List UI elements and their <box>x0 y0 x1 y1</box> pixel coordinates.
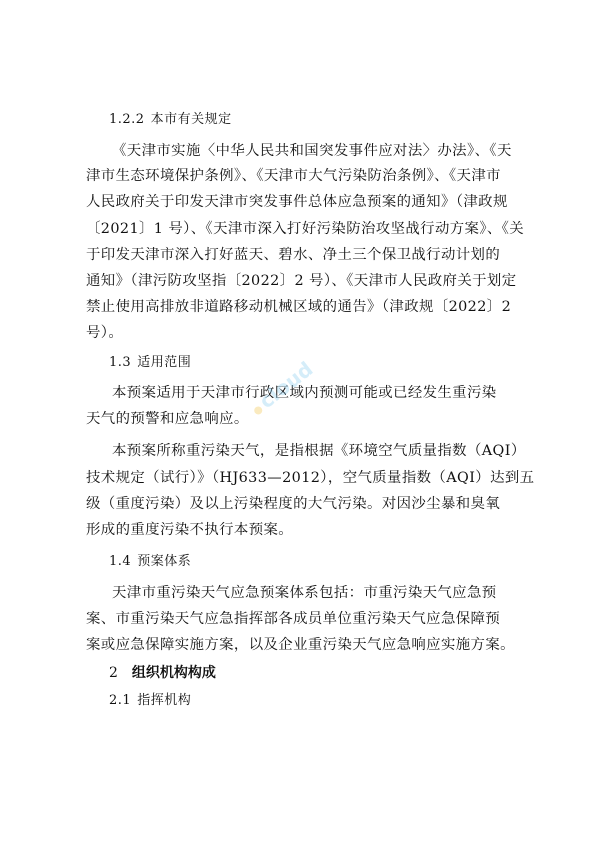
heading-title: 适用范围 <box>137 355 192 370</box>
paragraph-line: 技术规定（试行）》（HJ633—2012），空气质量指数（AQI）达到五 <box>86 470 535 486</box>
paragraph-line: 禁止使用高排放非道路移动机械区域的通告》（津政规〔2022〕2 <box>86 299 512 315</box>
heading-title: 预案体系 <box>137 554 192 569</box>
paragraph-line: 形成的重度污染不执行本预案。 <box>86 522 294 538</box>
heading-2-1 <box>109 692 191 710</box>
heading-title: 组织机构构成 <box>131 665 216 681</box>
paragraph-line: 津市生态环境保护条例》、《天津市大气污染防治条例》、《天津市 <box>86 168 501 184</box>
paragraph-line: 本预案适用于天津市行政区域内预测可能或已经发生重污染 <box>112 385 497 401</box>
paragraph-line: 号）。 <box>86 325 124 341</box>
heading-number: 1.2.2 <box>109 112 145 127</box>
paragraph-line: 人民政府关于印发天津市突发事件总体应急预案的通知》（津政规 <box>86 194 508 210</box>
paragraph-line: 于印发天津市深入打好蓝天、碧水、净土三个保卫战行动计划的 <box>86 247 501 263</box>
heading-1-4 <box>109 553 191 571</box>
paragraph-line: 〔2021〕1 号）、《天津市深入打好污染防治攻坚战行动方案》、《关 <box>86 221 525 237</box>
heading-title: 指挥机构 <box>137 693 192 708</box>
heading-number: 1.3 <box>109 355 132 370</box>
heading-1-3 <box>109 354 191 372</box>
heading-number: 2.1 <box>109 693 132 708</box>
heading-number: 2 <box>109 665 118 681</box>
paragraph-line: 本预案所称重污染天气，是指根据《环境空气质量指数（AQI） <box>112 443 526 459</box>
paragraph-line: 天津市重污染天气应急预案体系包括：市重污染天气应急预 <box>112 585 497 601</box>
heading-number: 1.4 <box>109 554 132 569</box>
heading-2 <box>109 664 216 682</box>
heading-title: 本市有关规定 <box>150 112 232 127</box>
paragraph-line: 案、市重污染天气应急指挥部各成员单位重污染天气应急保障预 <box>86 611 501 627</box>
paragraph-line: 案或应急保障实施方案，以及企业重污染天气应急响应实施方案。 <box>86 637 515 653</box>
paragraph-line: 《天津市实施〈中华人民共和国突发事件应对法〉办法》、《天 <box>112 143 512 159</box>
paragraph-line: 天气的预警和应急响应。 <box>86 411 249 427</box>
watermark-text: cloud <box>254 356 318 414</box>
paragraph-line: 通知》（津污防攻坚指〔2022〕2 号）、《天津市人民政府关于划定 <box>86 273 517 289</box>
paragraph-line: 级（重度污染）及以上污染程度的大气污染。对因沙尘暴和臭氧 <box>86 496 501 512</box>
heading-1-2-2 <box>109 111 232 129</box>
